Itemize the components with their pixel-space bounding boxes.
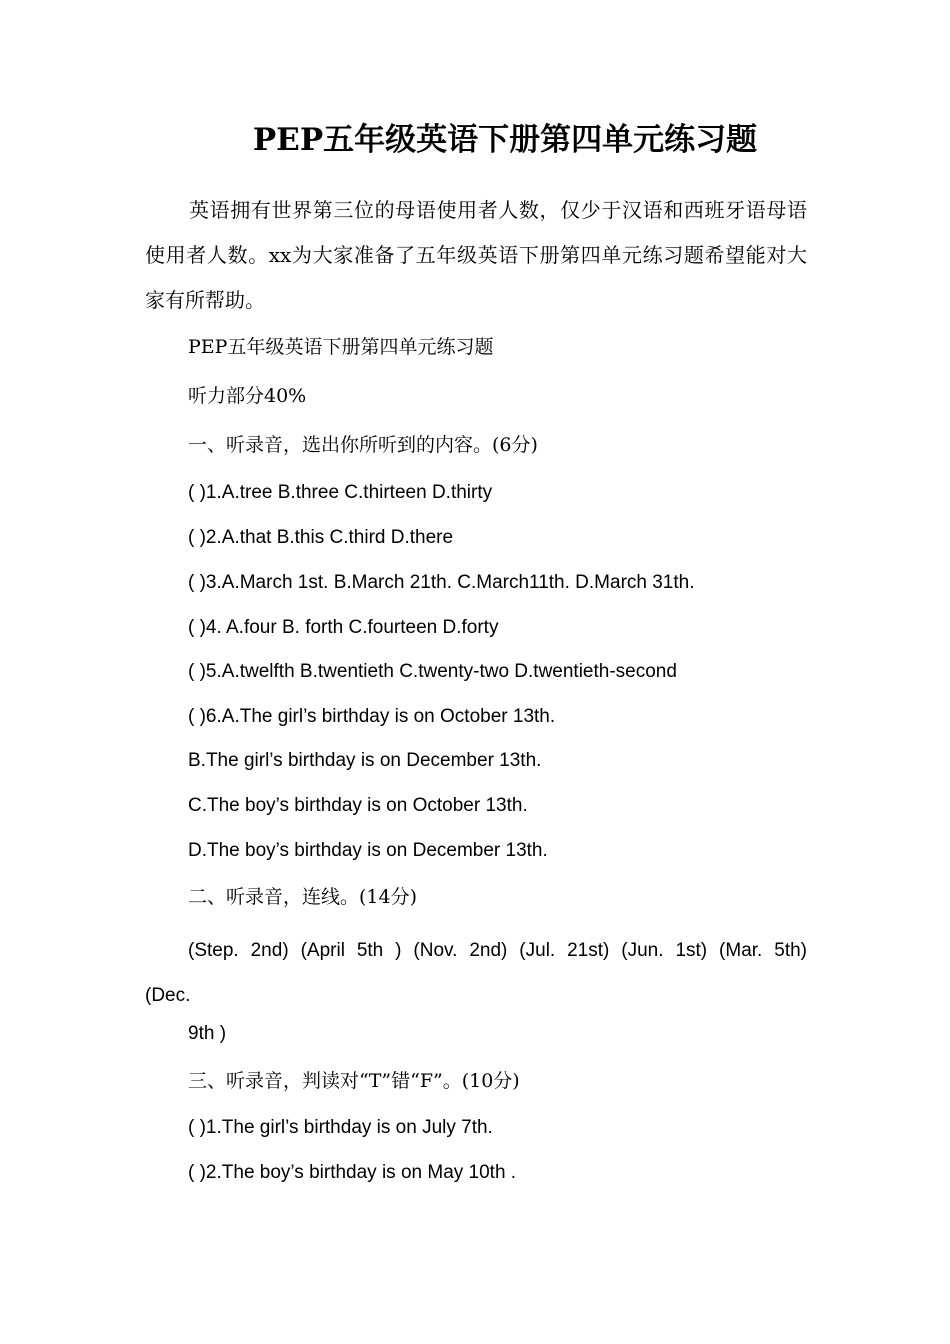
section3-item-2: ( )2.The boy’s birthday is on May 10th .	[188, 1162, 517, 1183]
section1-item-3: ( )3.A.March 1st. B.March 21th. C.March11th. D.March 31th.	[188, 572, 695, 593]
section1-item-6-option-d: D.The boy’s birthday is on December 13th.	[188, 840, 548, 861]
section1-item-6-option-c: C.The boy’s birthday is on October 13th.	[188, 795, 528, 816]
section3-item-1: ( )1.The girl’s birthday is on July 7th.	[188, 1117, 493, 1138]
section1-item-1: ( )1.A.tree B.three C.thirteen D.thirty	[188, 482, 493, 503]
section1-item-5: ( )5.A.twelfth B.twentieth C.twenty-two D.twentieth-second	[188, 661, 677, 682]
section1-item-4: ( )4. A.four B. forth C.fourteen D.forty	[188, 617, 499, 638]
intro-paragraph: 英语拥有世界第三位的母语使用者人数，仅少于汉语和西班牙语母语使用者人数。xx为大家准备了五年级英语下册第四单元练习题希望能对大家有所帮助。	[145, 198, 807, 312]
section1-item-2: ( )2.A.that B.this C.third D.there	[188, 527, 454, 548]
subtitle: PEP五年级英语下册第四单元练习题	[188, 336, 494, 358]
section1-item-6-option-b: B.The girl’s birthday is on December 13th.	[188, 750, 542, 771]
section1-heading: 一、听录音，选出你所听到的内容。(6分)	[188, 434, 538, 456]
section3-heading: 三、听录音，判读对“T”错“F”。(10分)	[188, 1070, 520, 1092]
section2-dates-continuation: 9th )	[188, 1023, 227, 1044]
listening-part-label: 听力部分40%	[188, 385, 307, 407]
section1-item-6: ( )6.A.The girl’s birthday is on October 13th.	[188, 706, 556, 727]
section2-dates-line: (Step. 2nd) (April 5th ) (Nov. 2nd) (Jul. 21st) (Jun. 1st) (Mar. 5th) (Dec.	[145, 940, 807, 1006]
page-title: PEP五年级英语下册第四单元练习题	[252, 122, 758, 158]
section2-heading: 二、听录音，连线。(14分)	[188, 886, 418, 908]
